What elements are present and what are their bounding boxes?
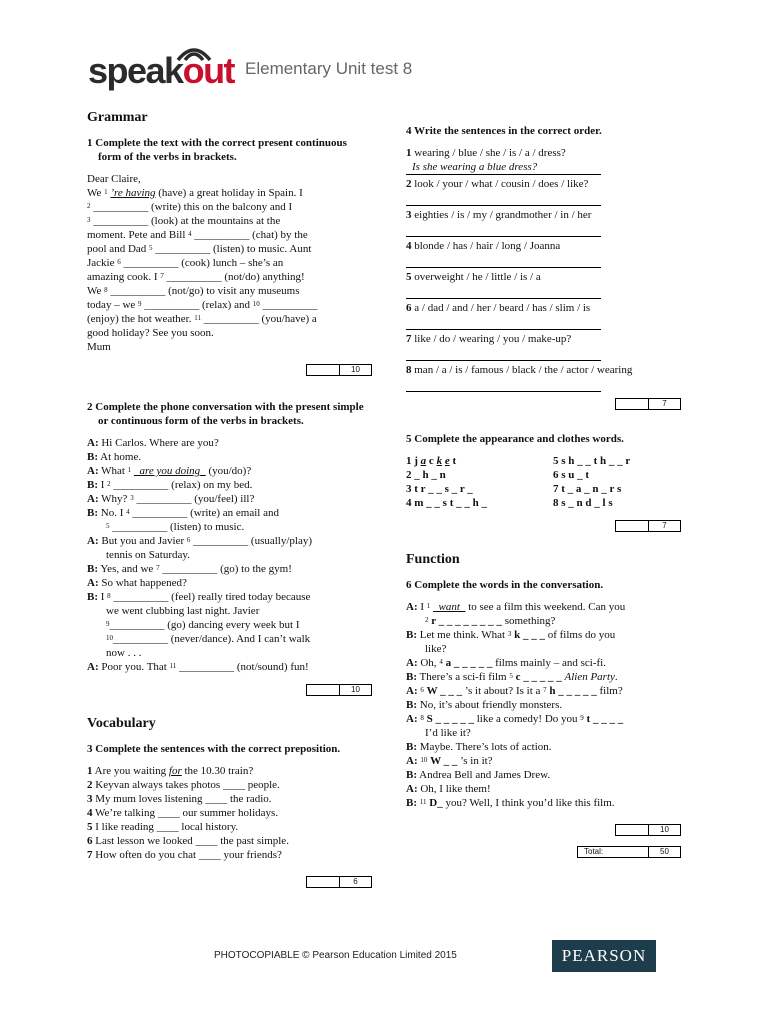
task1-score (87, 364, 372, 376)
speakout-logo: speakout (88, 50, 235, 91)
dialogue-line: A: But you and Javier $^6$ __________ (usually/play) (87, 535, 313, 547)
task4-score (406, 398, 681, 410)
dialogue-line: B: Let me think. What $^3$ k _ _ _ of films do you (406, 629, 616, 641)
score-box: 7 (615, 398, 681, 410)
dialogue-line: A: Poor you. That $^{11}$ __________ (not/sound) fun! (87, 661, 309, 673)
word-item: 5 s h _ _ t h _ _ r (553, 455, 631, 467)
dialogue-line: A: Hi Carlos. Where are you? (87, 437, 219, 449)
dialogue-line: B: Yes, and we $^7$ __________ (go) to the gym! (87, 563, 292, 575)
list-item: 4 blonde / has / hair / long / Joanna (406, 240, 561, 252)
task2-dialogue (87, 436, 372, 674)
copyright-notice: PHOTOCOPIABLE © Pearson Education Limited 2015 (214, 950, 457, 961)
answer-line (406, 222, 601, 237)
task4-list (406, 146, 681, 392)
text-line: Jackie $^6$ __________ (cook) lunch – she’s an (87, 257, 284, 269)
score-box: 10 (306, 364, 372, 376)
dialogue-line: we went clubbing last night. Javier (106, 605, 260, 617)
dialogue-line: A: $^8$ S _ _ _ _ _ like a comedy! Do you $^9$ t _ _ _ _ (406, 713, 624, 725)
list-item: 7 like / do / wearing / you / make-up? (406, 333, 572, 345)
score-box: 10 (615, 824, 681, 836)
list-item: 3 My mum loves listening ____ the radio. (87, 793, 272, 805)
word-item: 2 _ h _ n (406, 469, 446, 481)
list-item: 6 a / dad / and / her / beard / has / slim / is (406, 302, 591, 314)
dialogue-line: B: $^{11}$ D_ you? Well, I think you’d like this film. (406, 797, 615, 809)
task5-score (406, 520, 681, 532)
task6-dialogue (406, 600, 681, 810)
text-line: $^2$ __________ (write) this on the balcony and I (87, 201, 293, 213)
task3-score (87, 876, 372, 888)
dialogue-line: A: So what happened? (87, 577, 187, 589)
answer-line (406, 346, 601, 361)
list-item: 7 How often do you chat ____ your friends? (87, 849, 282, 861)
task4-title: 4 Write the sentences in the correct order. (406, 125, 602, 137)
task1-text (87, 172, 372, 354)
word-item: 4 m _ _ s t _ _ h _ (406, 497, 487, 509)
total-score (406, 846, 681, 858)
dialogue-line: like? (425, 643, 447, 655)
list-item: 1 wearing / blue / she / is / a / dress? (406, 147, 566, 159)
list-item: 6 Last lesson we looked ____ the past simple. (87, 835, 289, 847)
task3-title: 3 Complete the sentences with the correct preposition. (87, 743, 341, 755)
answer-line (406, 253, 601, 268)
answer-line (406, 315, 601, 330)
text-line: We $^8$ __________ (not/go) to visit any museums (87, 285, 300, 297)
text-line: Dear Claire, (87, 173, 141, 185)
dialogue-line: B: I $^2$ __________ (relax) on my bed. (87, 479, 253, 491)
score-box: 7 (615, 520, 681, 532)
text-line: $^3$ __________ (look) at the mountains at the (87, 215, 281, 227)
dialogue-line: B: There’s a sci-fi film $^5$ c _ _ _ _ _ Alien Party. (406, 671, 618, 683)
dialogue-line: $^2$ r _ _ _ _ _ _ _ _ something? (425, 615, 556, 627)
dialogue-line: A: What $^1$ _are you doing_ (you/do)? (87, 465, 252, 477)
score-box: 10 (306, 684, 372, 696)
left-column (87, 110, 372, 888)
answer-line: Is she wearing a blue dress? (406, 160, 601, 175)
task5-words (406, 454, 681, 510)
dialogue-line: B: At home. (87, 451, 142, 463)
task2-score (87, 684, 372, 696)
word-item: 7 t _ a _ n _ r s (553, 483, 622, 495)
task6-title: 6 Complete the words in the conversation. (406, 579, 604, 591)
dialogue-line: B: Maybe. There’s lots of action. (406, 741, 552, 753)
dialogue-line: B: I $^8$ __________ (feel) really tired today because (87, 591, 311, 603)
text-line: (enjoy) the hot weather. $^{11}$ __________ (you/have) a (87, 313, 317, 325)
dialogue-line: now . . . (106, 647, 142, 659)
word-item: 6 s u _ t (553, 469, 590, 481)
dialogue-line: A: $^{10}$ W _ _ ’s in it? (406, 755, 493, 767)
text-line: pool and Dad $^5$ __________ (listen) to music. Aunt (87, 243, 312, 255)
section-title-function: Function (406, 552, 460, 567)
answer-line (406, 191, 601, 206)
list-item: 2 Keyvan always takes photos ____ people. (87, 779, 280, 791)
dialogue-line: $^9$__________ (go) dancing every week but I (106, 619, 300, 631)
task6-score (406, 824, 681, 836)
text-line: good holiday? See you soon. (87, 327, 214, 339)
dialogue-line: B: No, it’s about friendly monsters. (406, 699, 563, 711)
word-item: 8 s _ n d _ l s (553, 497, 613, 509)
section-title-vocabulary: Vocabulary (87, 716, 156, 731)
dialogue-line: $^{10}$__________ (never/dance). And I can’t walk (106, 633, 311, 645)
dialogue-line: $^5$ __________ (listen) to music. (106, 521, 245, 533)
list-item: 5 overweight / he / little / is / a (406, 271, 541, 283)
list-item: 3 eighties / is / my / grandmother / in / her (406, 209, 592, 221)
list-item: 1 Are you waiting for the 10.30 train? (87, 765, 254, 777)
dialogue-line: B: No. I $^4$ __________ (write) an email and (87, 507, 279, 519)
dialogue-line: A: I $^1$ _want_ to see a film this weekend. Can you (406, 601, 626, 613)
score-box: 6 (306, 876, 372, 888)
word-item: 1 j a c k e t (406, 455, 457, 467)
text-line: amazing cook. I $^7$ __________ (not/do) anything! (87, 271, 305, 283)
task2-title: 2 Complete the phone conversation with the present simple or continuous form of the verbs in brackets. (87, 401, 364, 427)
total-box: Total: 50 (577, 846, 681, 858)
text-line: moment. Pete and Bill $^4$ __________ (chat) by the (87, 229, 308, 241)
section-title-grammar: Grammar (87, 110, 148, 125)
right-column (406, 124, 681, 858)
list-item: 8 man / a / is / famous / black / the / actor / wearing (406, 364, 633, 376)
text-line: today – we $^9$ __________ (relax) and $^{10}$ __________ (87, 299, 318, 311)
answer-line (406, 284, 601, 299)
task1-title: 1 Complete the text with the correct present continuous form of the verbs in brackets. (87, 137, 347, 163)
dialogue-line: A: Why? $^3$ __________ (you/feel) ill? (87, 493, 255, 505)
pearson-logo: PEARSON (552, 940, 656, 972)
text-line: Mum (87, 341, 111, 353)
list-item: 2 look / your / what / cousin / does / like? (406, 178, 589, 190)
word-item: 3 t r _ _ s _ r _ (406, 483, 473, 495)
text-line: We $^1$ ’re having (have) a great holiday in Spain. I (87, 187, 303, 199)
example-answer: ’re having (110, 187, 156, 199)
task3-list (87, 764, 372, 862)
task5-title: 5 Complete the appearance and clothes words. (406, 433, 624, 445)
dialogue-line: A: Oh, $^4$ a _ _ _ _ _ films mainly – and sci-fi. (406, 657, 606, 669)
answer-line (406, 377, 601, 392)
dialogue-line: B: Andrea Bell and James Drew. (406, 769, 551, 781)
dialogue-line: tennis on Saturday. (106, 549, 190, 561)
test-title: Elementary Unit test 8 (245, 59, 413, 78)
list-item: 5 I like reading ____ local history. (87, 821, 239, 833)
dialogue-line: A: Oh, I like them! (406, 783, 491, 795)
dialogue-line: A: $^6$ W _ _ _ ’s it about? Is it a $^7$ h _ _ _ _ _ film? (406, 685, 623, 697)
list-item: 4 We’re talking ____ our summer holidays. (87, 807, 279, 819)
dialogue-line: I’d like it? (425, 727, 471, 739)
